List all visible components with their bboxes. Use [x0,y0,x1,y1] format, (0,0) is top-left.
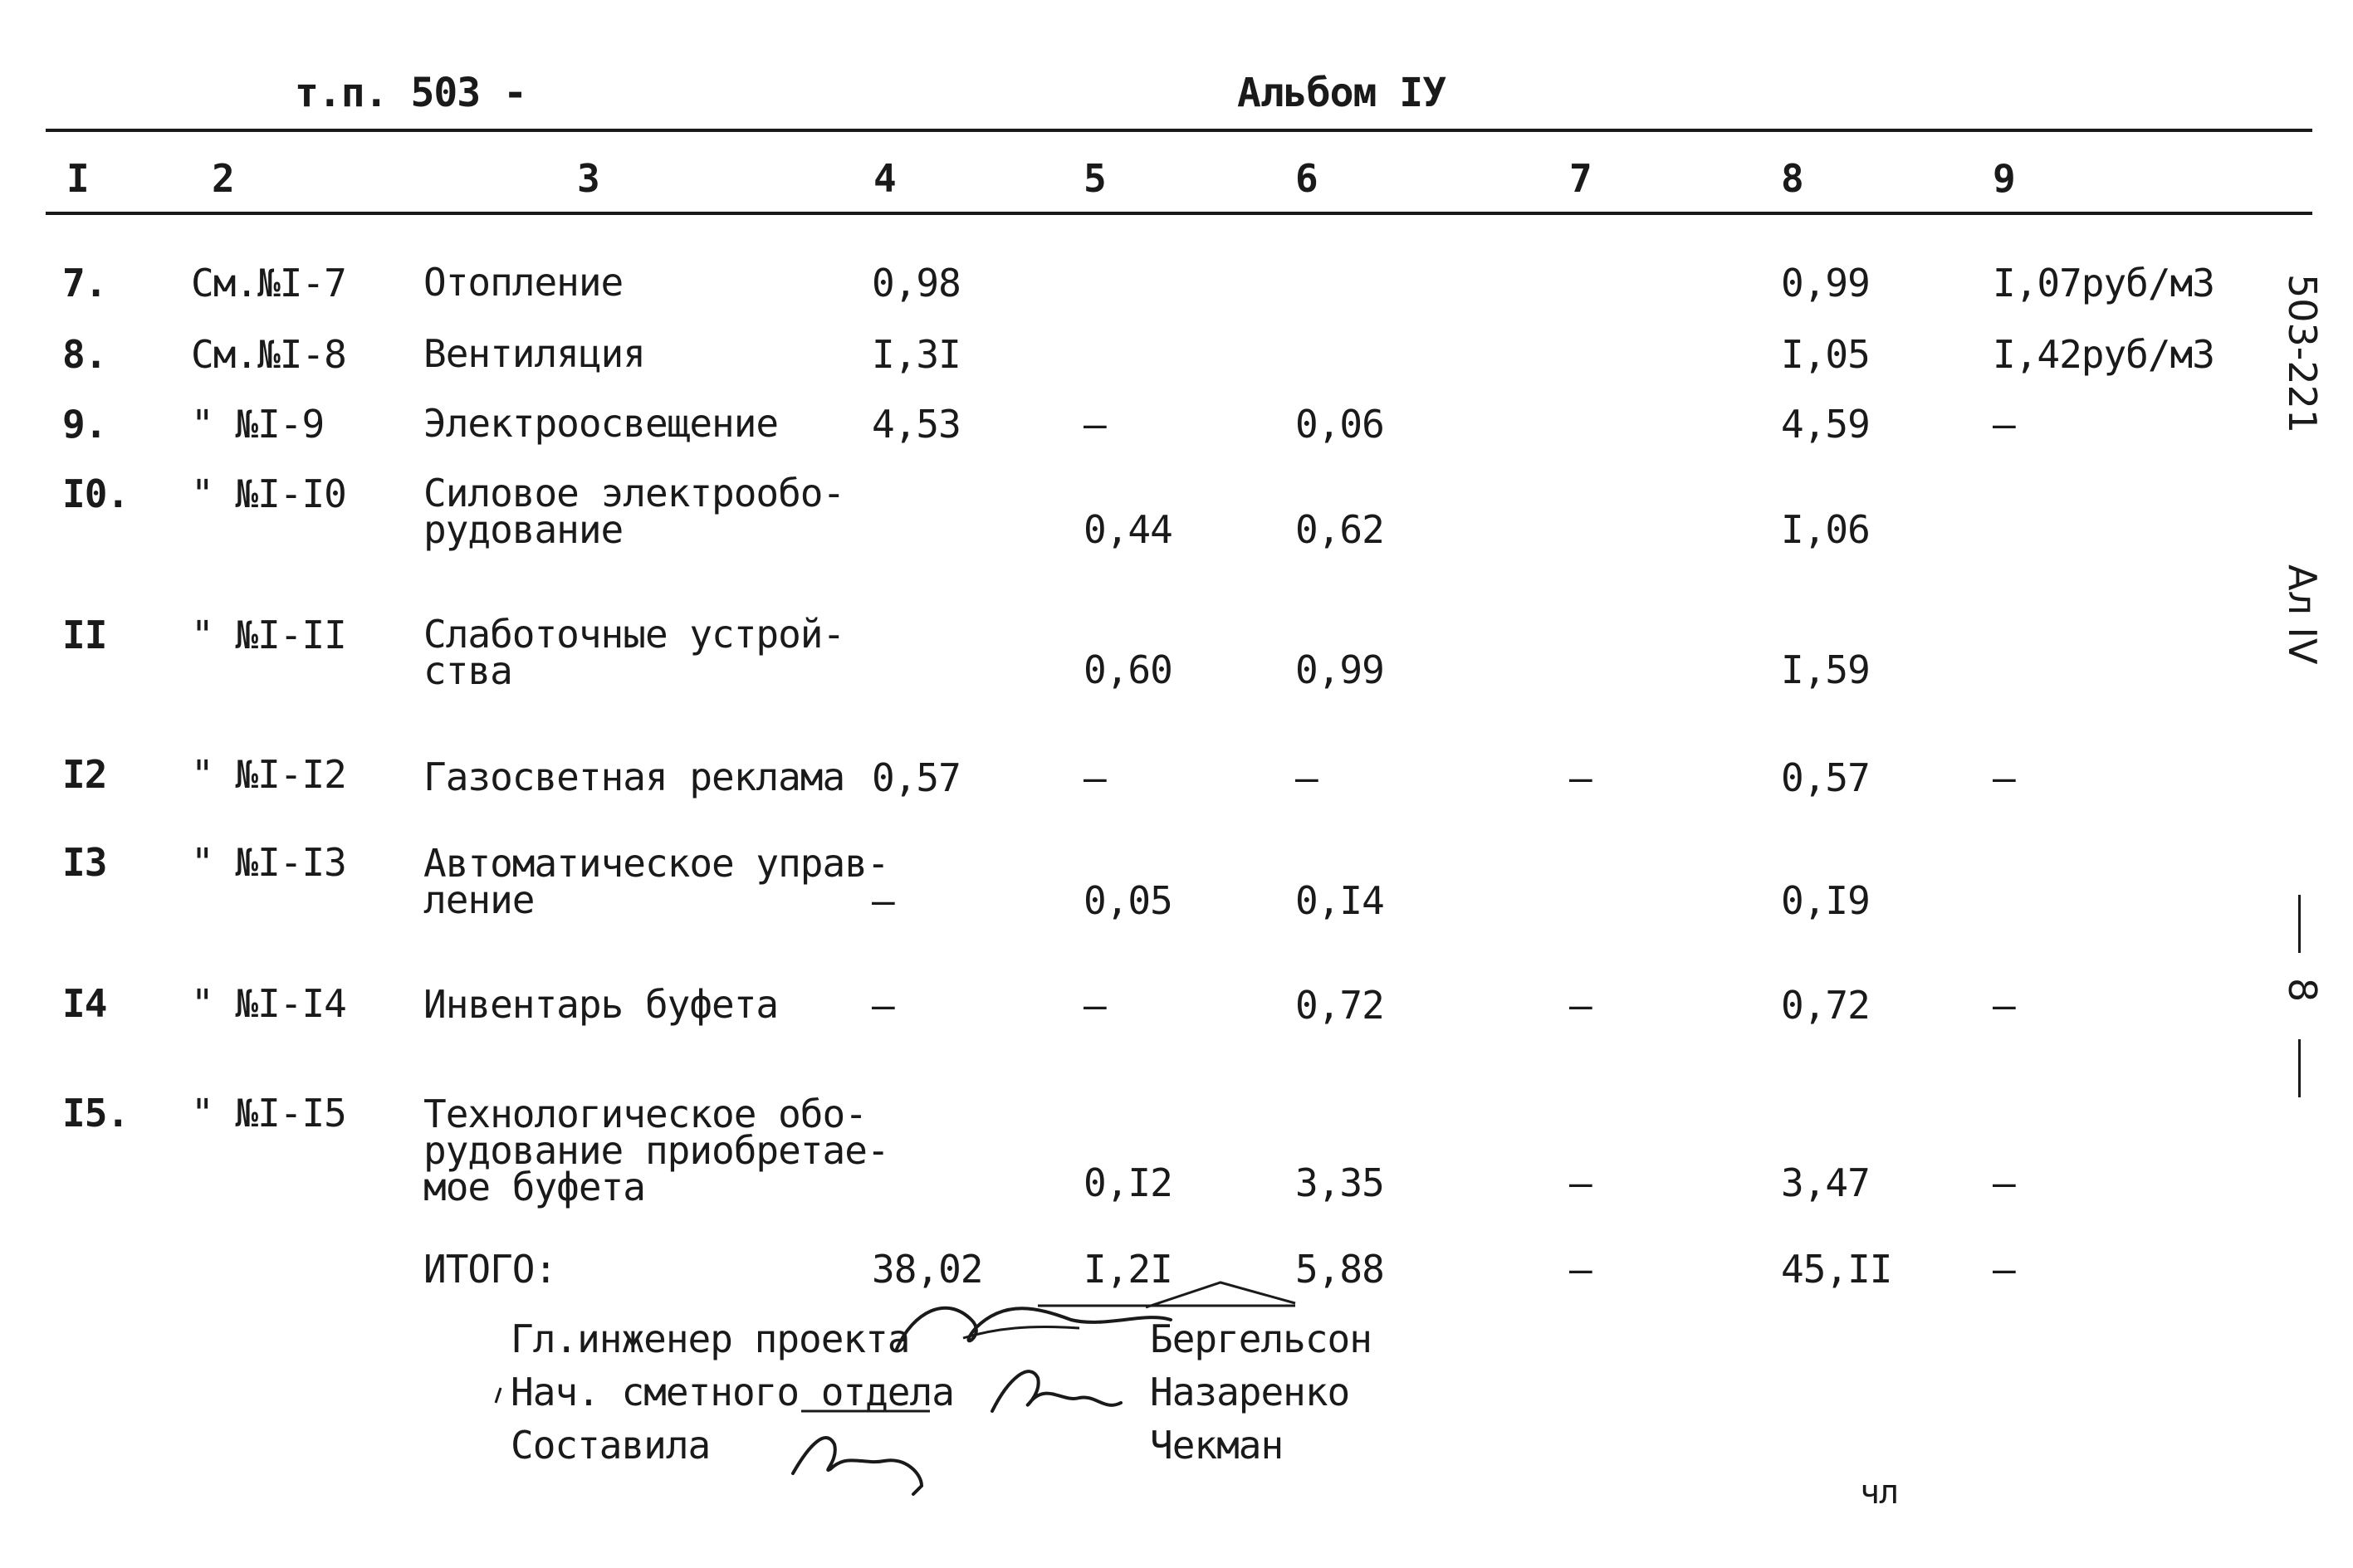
signature-role: Нач. сметного отдела [511,1370,954,1414]
cell-col7: – [1569,1160,1592,1205]
row-name: Инвентарь буфета [423,982,779,1027]
cell-col9: – [1993,402,2015,447]
cell-col8: I,59 [1781,647,1870,692]
footer-mark: чл [1860,1473,1899,1512]
cell-col6: 0,I4 [1295,878,1384,923]
col-1: I [66,156,89,201]
cell-col4: 4,53 [872,402,961,447]
col-8: 8 [1781,156,1803,201]
total-col7: – [1569,1247,1592,1292]
row-number: 7. [62,261,107,305]
cell-col5: – [1084,755,1106,800]
cell-col8: 0,72 [1781,983,1870,1028]
col-9: 9 [1993,156,2015,201]
cell-col8: 0,57 [1781,755,1870,800]
cell-col9: – [1993,1160,2015,1205]
col-7: 7 [1569,156,1592,201]
doc-code: т.п. 503 - [295,70,526,116]
signature-name: Бергельсон [1150,1316,1372,1361]
cell-col5: – [1084,983,1106,1028]
total-col4: 38,02 [872,1247,983,1292]
total-col6: 5,88 [1295,1247,1384,1292]
cell-col9: I,42руб/м3 [1993,332,2214,377]
cell-col4: 0,98 [872,261,961,305]
cell-col8: 0,99 [1781,261,1870,305]
cell-col8: 3,47 [1781,1160,1870,1205]
row-ref: " №I-II [191,613,346,657]
row-ref: " №I-I4 [191,981,346,1026]
margin-page: 8 [2280,978,2325,1003]
cell-col4: I,3I [872,332,961,377]
margin-rule-bottom [2298,1039,2301,1097]
total-col5: I,2I [1084,1247,1172,1292]
row-number: I5. [62,1091,130,1136]
cell-col5: 0,44 [1084,507,1172,552]
cell-col8: I,06 [1781,507,1870,552]
cell-col5: 0,05 [1084,878,1172,923]
row-number: 9. [62,402,107,447]
cell-col9: – [1993,755,2015,800]
row-ref: См.№I-8 [191,332,346,377]
cell-col4: – [872,983,894,1028]
col-2: 2 [212,156,234,201]
total-col8: 45,II [1781,1247,1892,1292]
cell-col8: 4,59 [1781,402,1870,447]
row-ref: " №I-I3 [191,840,346,885]
row-ref: " №I-9 [191,402,325,447]
row-name: Слаботочные устрой- ства [423,612,845,693]
row-name: Газосветная реклама [423,755,845,799]
album-title: Альбом IУ [1237,70,1446,116]
cell-col5: 0,I2 [1084,1160,1172,1205]
row-number: I4 [62,981,107,1026]
col-6: 6 [1295,156,1318,201]
cell-col6: 3,35 [1295,1160,1384,1205]
cell-col9: I,07руб/м3 [1993,261,2214,305]
row-ref: См.№I-7 [191,261,346,305]
margin-album: Ал IV [2280,564,2325,665]
cell-col6: 0,06 [1295,402,1384,447]
row-number: I2 [62,752,107,797]
row-name: Электроосвещение [423,401,779,446]
cell-col5: 0,60 [1084,647,1172,692]
row-number: II [62,613,107,657]
cell-col4: – [872,878,894,923]
cell-col4: 0,57 [872,755,961,800]
cell-col7: – [1569,983,1592,1028]
margin-code: 503-221 [2280,274,2325,434]
total-col9: – [1993,1247,2015,1292]
signature-role: Гл.инженер проекта [511,1316,910,1361]
row-ref: " №I-I5 [191,1091,346,1136]
cell-col6: 0,99 [1295,647,1384,692]
row-name: Вентиляция [423,331,645,376]
col-4: 4 [873,156,896,201]
total-label: ИТОГО: [423,1247,557,1292]
row-name: Отопление [423,260,624,305]
cell-col6: – [1295,755,1318,800]
signature-role: Составила [511,1423,711,1468]
row-number: I0. [62,471,130,516]
row-name: Технологическое обо- рудование приобретае- мое буфета [423,1092,889,1209]
row-ref: " №I-I2 [191,752,346,797]
row-name: Силовое электрообо- рудование [423,471,845,552]
cell-col5: – [1084,402,1106,447]
cell-col8: 0,I9 [1781,878,1870,923]
cell-col7: – [1569,755,1592,800]
cell-col8: I,05 [1781,332,1870,377]
col-5: 5 [1084,156,1106,201]
signature-name: Чекман [1150,1423,1284,1468]
row-name: Автоматическое управ- ление [423,841,889,922]
signature-name: Назаренко [1150,1370,1350,1414]
cell-col6: 0,62 [1295,507,1384,552]
col-3: 3 [577,156,599,201]
cell-col9: – [1993,983,2015,1028]
row-ref: " №I-I0 [191,471,346,516]
margin-rule-top [2298,895,2301,953]
cell-col6: 0,72 [1295,983,1384,1028]
row-number: 8. [62,332,107,377]
row-number: I3 [62,840,107,885]
